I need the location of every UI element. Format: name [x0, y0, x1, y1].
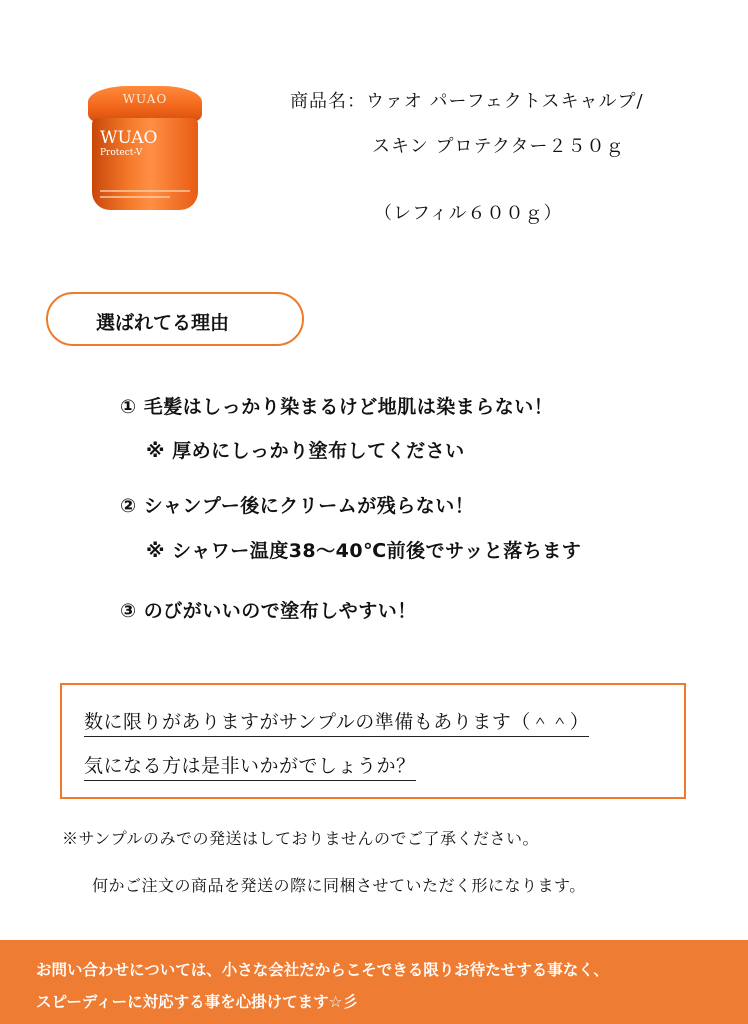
reasons-heading-pill: [46, 292, 304, 346]
shipping-note-line1: ※サンプルのみでの発送はしておりませんのでご了承ください。: [62, 829, 540, 848]
sample-notice-line1: 数に限りがありますがサンプルの準備もあります（＾＾）: [84, 707, 589, 737]
sample-notice-line2: 気になる方は是非いかがでしょうか？: [84, 751, 416, 781]
product-jar-image: [86, 86, 204, 214]
jar-fine-print-2: [100, 196, 170, 198]
reason-3: ③ のびがいいので塗布しやすい！: [120, 600, 417, 622]
footer-line2: スピーディーに対応する事を心掛けてます☆彡: [36, 993, 359, 1011]
jar-lid: [88, 86, 202, 122]
jar-product-name: Protect-V: [100, 148, 143, 158]
jar-fine-print: [100, 190, 190, 192]
jar-lid-logo: WUAO: [122, 92, 168, 106]
reason-2-note: ※ シャワー温度38～40℃前後でサッと落ちます: [146, 540, 582, 562]
jar-body: [92, 118, 198, 210]
reason-2: ② シャンプー後にクリームが残らない！: [120, 495, 475, 517]
jar-brand-logo: WUAO: [100, 128, 158, 148]
footer-line1: お問い合わせについては、小さな会社だからこそできる限りお待たせする事なく、: [36, 961, 609, 979]
shipping-note-line2: 何かご注文の商品を発送の際に同梱させていただく形になります。: [92, 876, 586, 895]
reason-1-note: ※ 厚めにしっかり塗布してください: [146, 440, 465, 462]
sample-notice-box: [60, 683, 686, 799]
product-name-line1: 商品名：ウァオ パーフェクトスキャルプ/: [290, 91, 644, 112]
footer-banner: [0, 940, 748, 1024]
reason-1: ① 毛髪はしっかり染まるけど地肌は染まらない！: [120, 396, 554, 418]
product-name-line2: スキン プロテクター２５０ｇ: [372, 136, 625, 157]
reasons-heading: 選ばれてる理由: [96, 312, 230, 334]
product-refill: （レフィル６００ｇ）: [374, 203, 563, 224]
